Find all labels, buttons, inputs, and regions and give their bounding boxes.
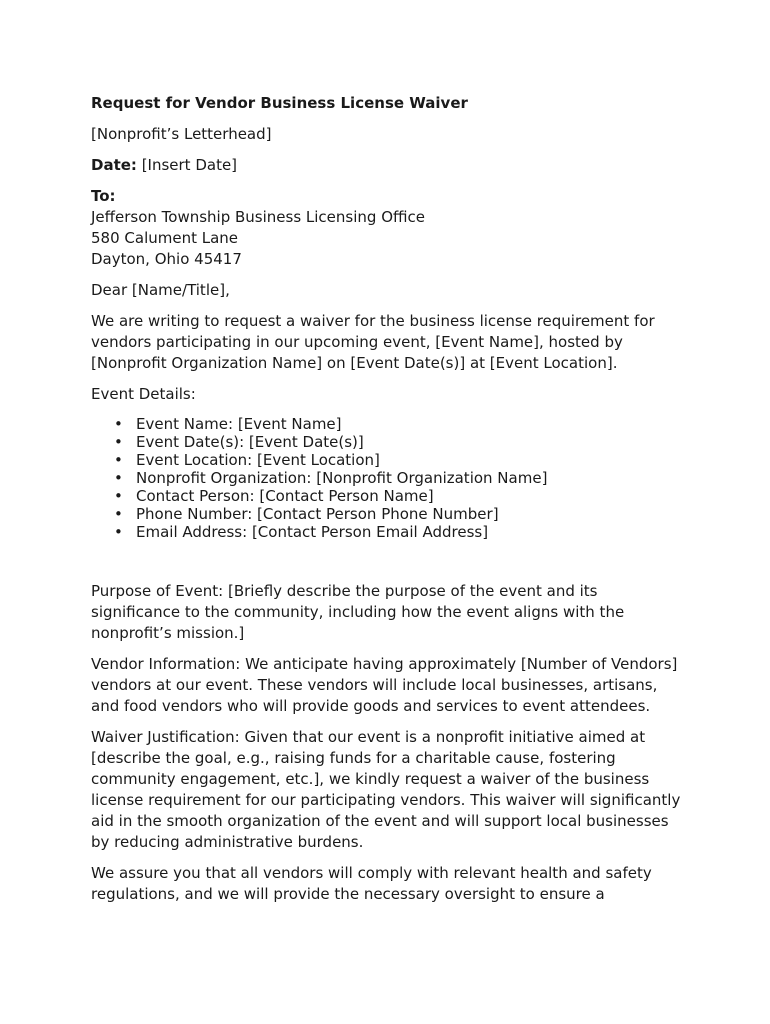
date-label: Date: [91, 156, 137, 174]
date-line [91, 155, 681, 176]
recipient-line: Dayton, Ohio 45417 [91, 250, 242, 268]
recipient-line: 580 Calument Lane [91, 229, 239, 247]
list-item: • Event Date(s): [Event Date(s)] [114, 433, 364, 451]
bullet-icon: • [114, 469, 123, 487]
assurance-paragraph: We assure you that all vendors will comply with relevant health and safety regulations, and we will provide the necessary oversight to ensure a [91, 864, 652, 903]
intro-paragraph: We are writing to request a waiver for the business license requirement for vendors participating in our upcoming event, [Event Name], hosted by [Nonprofit Organization Name] on [Event Date(s)] at [Event Location]. [91, 312, 655, 372]
recipient-line: Jefferson Township Business Licensing Office [91, 208, 425, 226]
bullet-icon: • [114, 487, 123, 505]
bullet-icon: • [114, 451, 123, 469]
section-spacer [91, 541, 681, 581]
salutation: Dear [Name/Title], [91, 281, 230, 299]
letterhead-placeholder: [Nonprofit’s Letterhead] [91, 125, 272, 143]
list-item: • Contact Person: [Contact Person Name] [114, 487, 434, 505]
document-title: Request for Vendor Business License Waiver [91, 94, 468, 112]
bullet-icon: • [114, 505, 123, 523]
purpose-paragraph: Purpose of Event: [Briefly describe the purpose of the event and its significance to the community, including how the event aligns with the nonprofit’s mission.] [91, 582, 625, 642]
list-item: • Phone Number: [Contact Person Phone Number] [114, 505, 499, 523]
bullet-icon: • [114, 433, 123, 451]
event-details-heading: Event Details: [91, 385, 196, 403]
waiver-justification-paragraph: Waiver Justification: Given that our event is a nonprofit initiative aimed at [describe the goal, e.g., raising funds for a charitable cause, fostering community engagement, etc.], we kindly request a waiver of the business license requirement for our participating vendors. This waiver will significantly aid in the smooth organization of the event and will support local businesses by reducing administrative burdens. [91, 728, 681, 851]
vendor-info-paragraph: Vendor Information: We anticipate having approximately [Number of Vendors] vendors at our event. These vendors will include local businesses, artisans, and food vendors who will provide goods and services to event attendees. [91, 655, 678, 715]
date-value: [Insert Date] [136, 156, 238, 174]
bullet-icon: • [114, 523, 123, 541]
bullet-icon: • [114, 415, 123, 433]
event-details-list [91, 415, 681, 541]
list-item: • Event Name: [Event Name] [114, 415, 342, 433]
document-page [91, 93, 681, 915]
recipient-address [91, 186, 681, 270]
list-item: • Nonprofit Organization: [Nonprofit Organization Name] [114, 469, 548, 487]
to-label: To: [91, 187, 116, 205]
list-item: • Event Location: [Event Location] [114, 451, 380, 469]
list-item: • Email Address: [Contact Person Email Address] [114, 523, 489, 541]
